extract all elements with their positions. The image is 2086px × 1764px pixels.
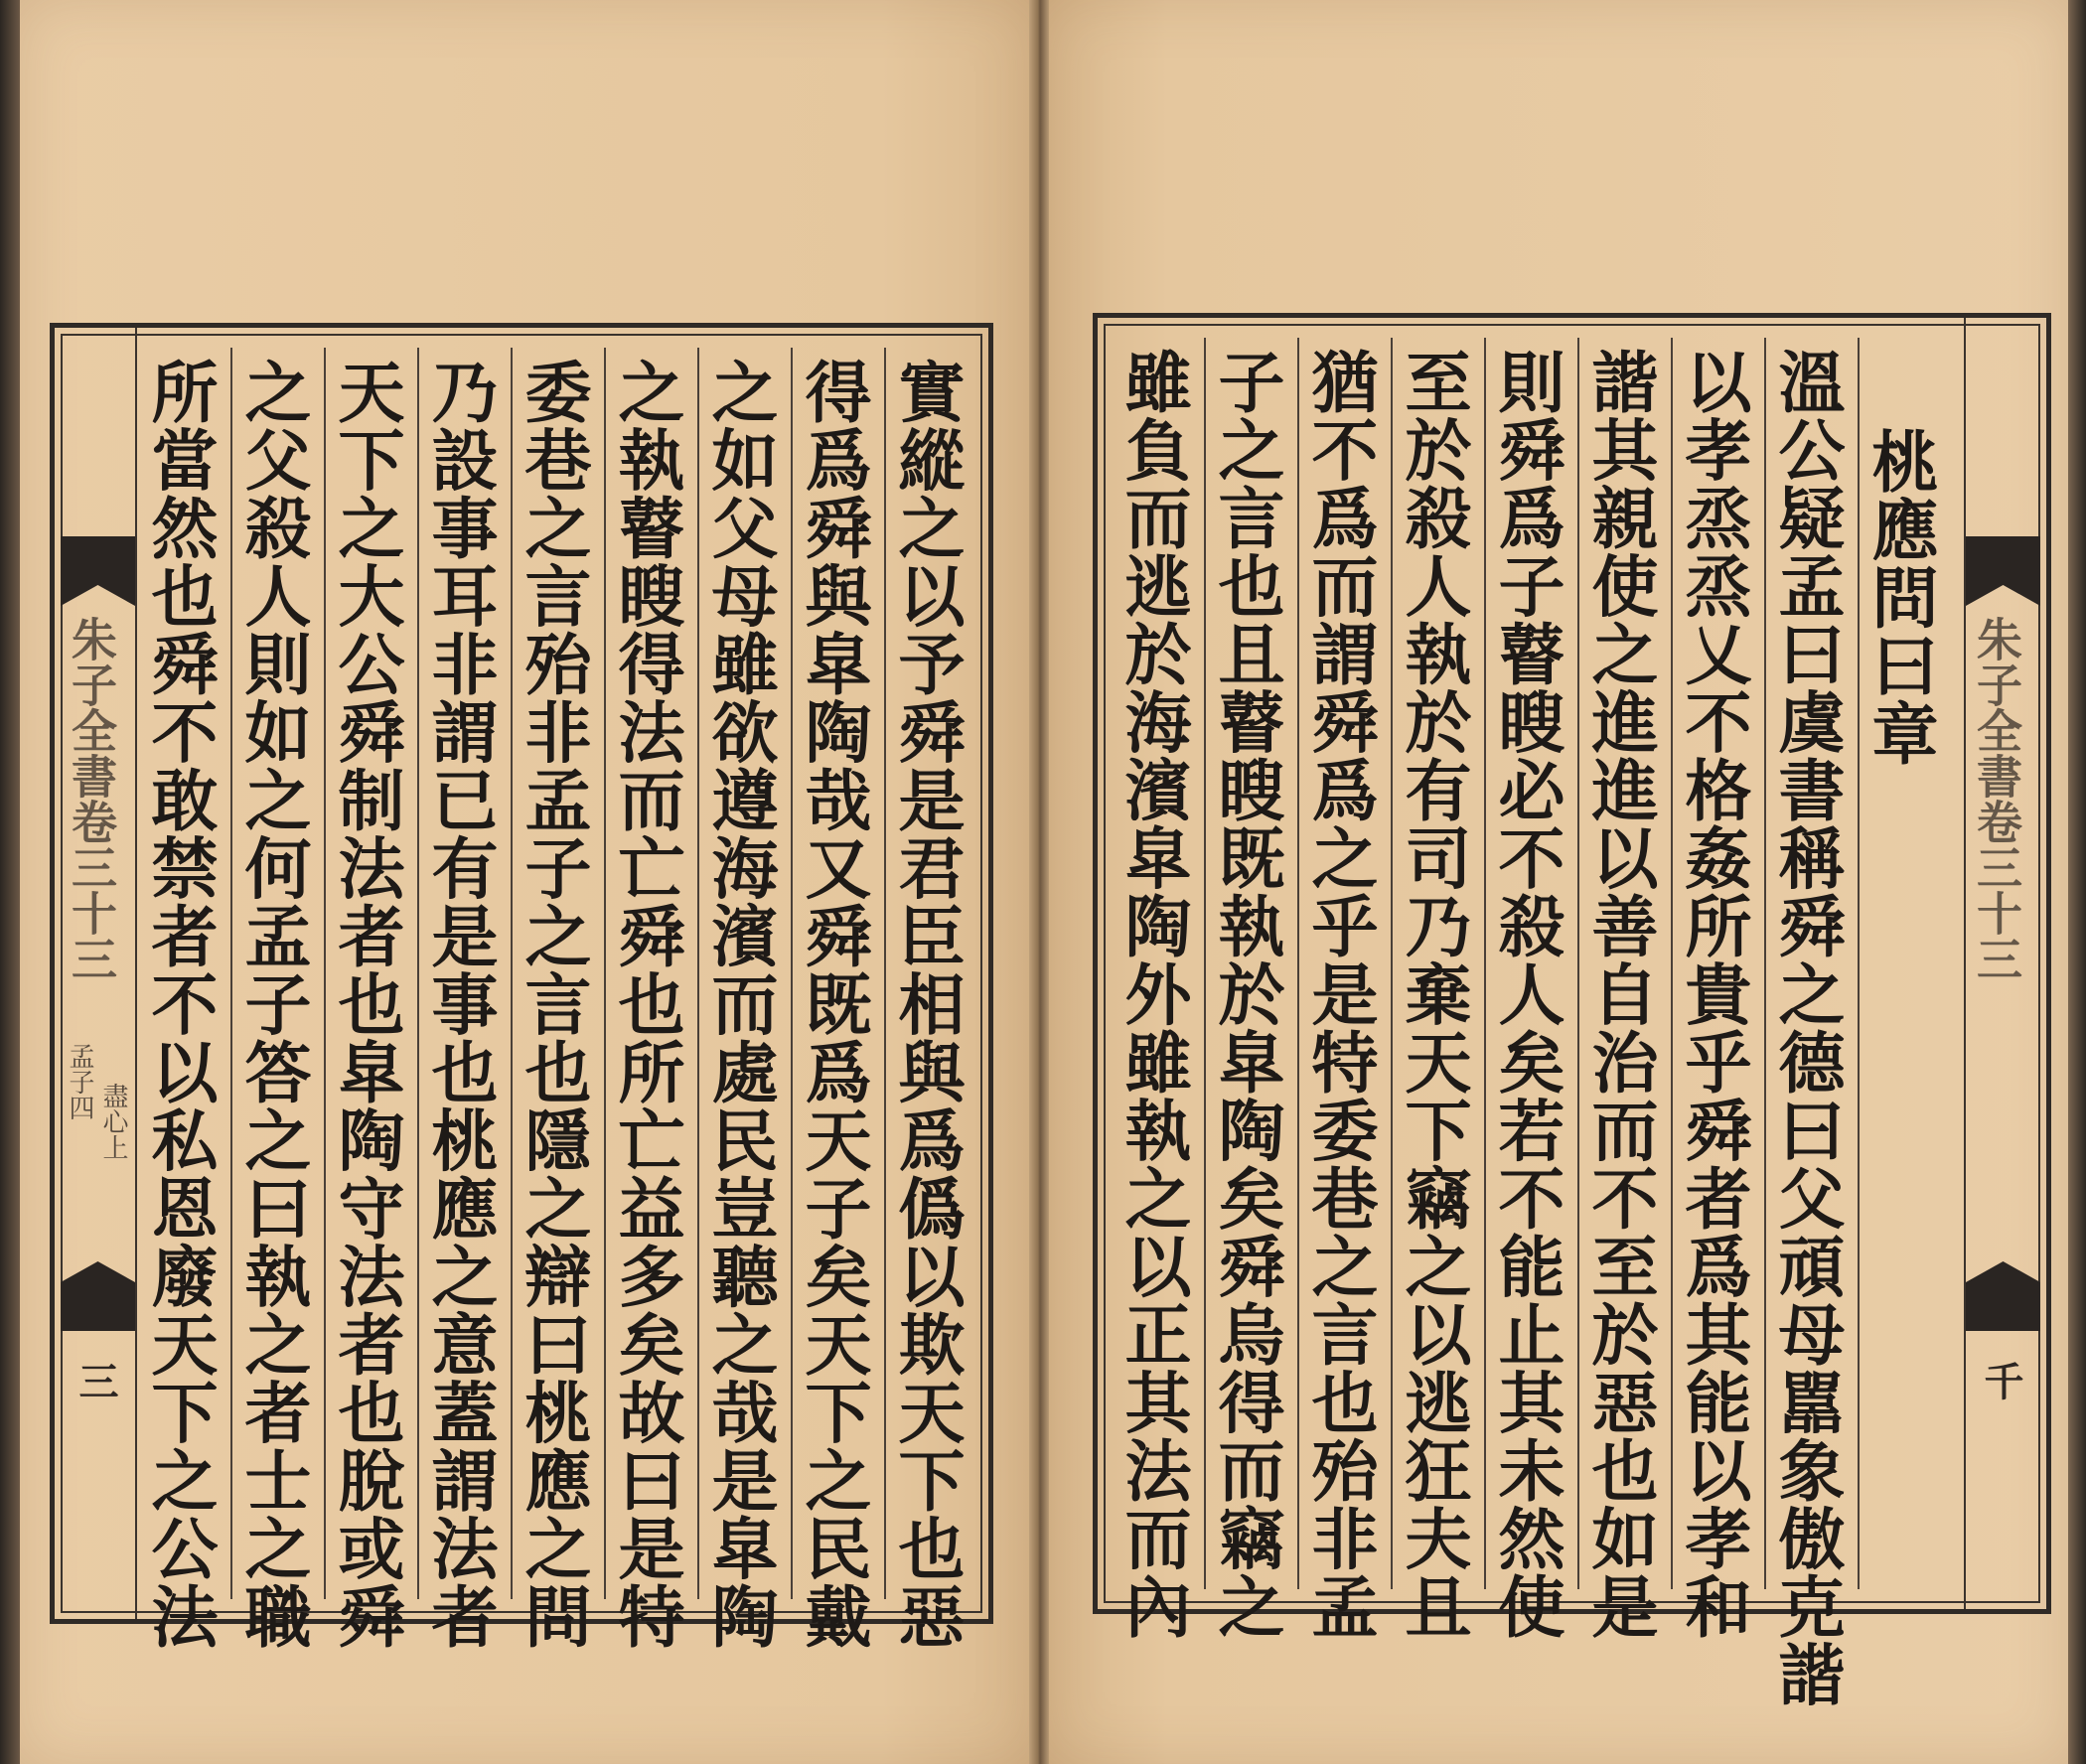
- left-text-columns: [139, 348, 973, 1651]
- right_page-column: 溫公疑孟曰虞書稱舜之德曰父頑母嚚象傲克諧: [1768, 348, 1847, 1708]
- left_page-column: 委巷之言殆非孟子之言也隱之辯曰桃應之問: [515, 358, 593, 1651]
- right-text-columns: [1113, 338, 1962, 1708]
- right_page-column: 子之言也且瞽瞍既執於皐陶矣舜烏得而竊之: [1208, 348, 1286, 1641]
- right-edge: [2068, 0, 2086, 1764]
- left-banner-title: 朱子全書卷三十三: [65, 616, 118, 981]
- left-banner-column: [61, 328, 137, 1619]
- right_page-column: 桃應問曰章: [1862, 427, 1940, 768]
- column-rule: [1204, 338, 1206, 1589]
- column-rule: [604, 348, 606, 1599]
- left_page-column: 乃設事耳非謂已有是事也桃應之意蓋謂法者: [421, 358, 500, 1651]
- right_page-column: 則舜爲子瞽瞍必不殺人矣若不能止其未然使: [1488, 348, 1566, 1641]
- left-folio: 三: [73, 1361, 119, 1400]
- left_page-column: 之執瞽瞍得法而亡舜也所亡益多矣故曰是特: [608, 358, 686, 1651]
- right-banner-column: [1964, 318, 2040, 1609]
- right_page-column: 諧其親使之進進以善自治而不至於惡也如是: [1581, 348, 1660, 1641]
- right-folio: 千: [1978, 1361, 2024, 1400]
- right_page-column: 雖負而逃於海濱皐陶外雖執之以正其法而內: [1115, 348, 1193, 1641]
- column-rule: [1858, 338, 1860, 1589]
- right_page-column: 至於殺人執於有司乃棄天下竊之以逃狂夫且: [1395, 348, 1473, 1641]
- left_page-column: 實縱之以予舜是君臣相與爲僞以欺天下也惡: [888, 358, 967, 1651]
- left_page-column: 之父殺人則如之何孟子答之曰執之者士之職: [234, 358, 313, 1651]
- left_page-column: 之如父母雖欲遵海濱而處民豈聽之哉是皐陶: [701, 358, 780, 1651]
- column-rule: [697, 348, 699, 1599]
- column-rule: [511, 348, 513, 1599]
- binding-gutter: [1029, 0, 1049, 1764]
- column-rule: [1671, 338, 1673, 1589]
- column-rule: [1391, 338, 1393, 1589]
- left_page-column: 所當然也舜不敢禁者不以私恩廢天下之公法: [141, 358, 220, 1651]
- column-rule: [884, 348, 886, 1599]
- left-banner-sub-right: 盡心上: [98, 1083, 128, 1160]
- left-banner-sub-left: 孟子四: [65, 1043, 94, 1120]
- left_page-column: 天下之大公舜制法者也皐陶守法者也脫或舜: [328, 358, 406, 1651]
- column-rule: [324, 348, 326, 1599]
- right-text-frame: [1093, 313, 2051, 1708]
- left_page-column: 得爲舜與皐陶哉又舜既爲天子矣天下之民戴: [795, 358, 873, 1651]
- column-rule: [791, 348, 793, 1599]
- column-rule: [1577, 338, 1579, 1589]
- column-rule: [1484, 338, 1486, 1589]
- right-banner-title: 朱子全書卷三十三: [1970, 616, 2023, 981]
- left-edge: [0, 0, 20, 1764]
- right_page-column: 猶不爲而謂舜爲之乎是特委巷之言也殆非孟: [1301, 348, 1380, 1641]
- column-rule: [1764, 338, 1766, 1589]
- right_page-column: 以孝烝烝乂不格姦所貴乎舜者爲其能以孝和: [1675, 348, 1753, 1641]
- column-rule: [417, 348, 419, 1599]
- column-rule: [230, 348, 232, 1599]
- column-rule: [1297, 338, 1299, 1589]
- left-text-frame: [50, 323, 993, 1651]
